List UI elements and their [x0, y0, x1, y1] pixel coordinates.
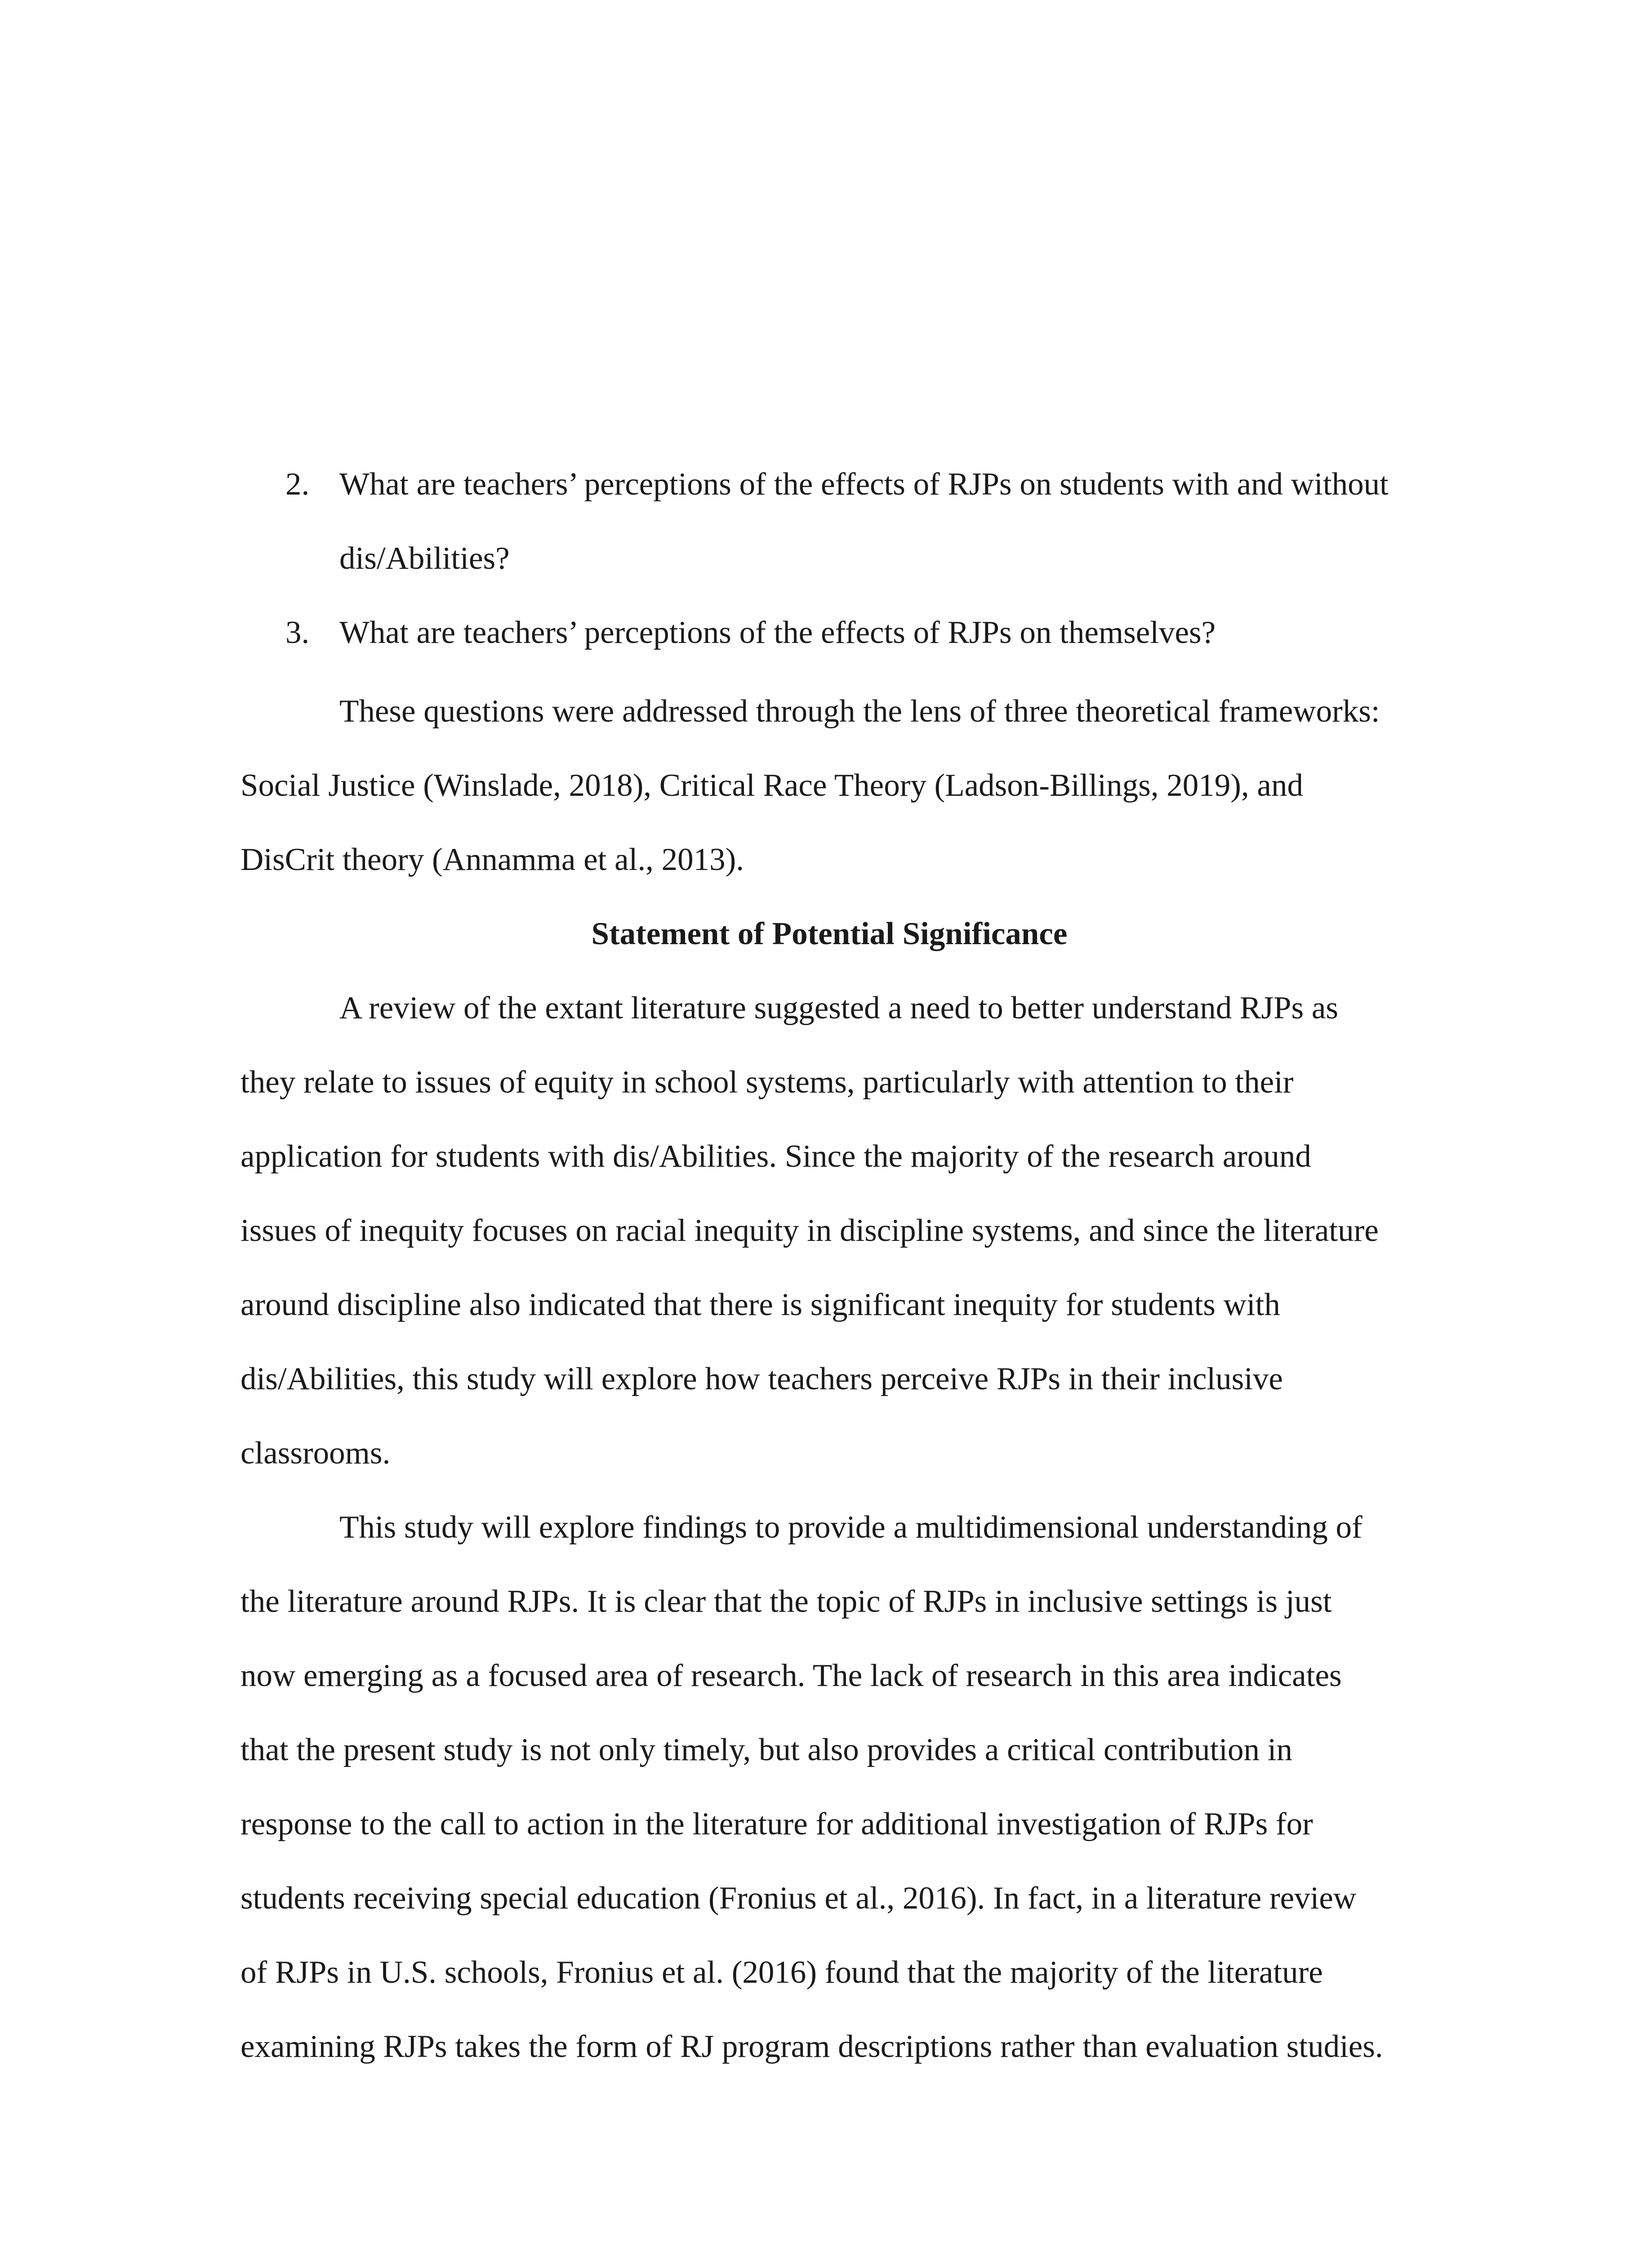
list-item	[240, 447, 1418, 596]
paragraph-line: the literature around RJPs. It is clear that the topic of RJPs in inclusive settings is just	[240, 1584, 1332, 1619]
list-number: 2.	[285, 467, 310, 502]
paragraph-line: around discipline also indicated that there is significant inequity for students with	[240, 1287, 1280, 1322]
research-questions-list	[240, 447, 1418, 670]
significance-paragraph-2	[240, 1490, 1418, 2084]
section-heading: Statement of Potential Significance	[591, 916, 1068, 951]
paragraph-line: dis/Abilities, this study will explore how teachers perceive RJPs in their inclusive	[240, 1361, 1283, 1396]
paragraph-line: of RJPs in U.S. schools, Fronius et al. (2016) found that the majority of the literature	[240, 1955, 1323, 1990]
paragraph-line: response to the call to action in the literature for additional investigation of RJPs for	[240, 1806, 1313, 1842]
paragraph-line: students receiving special education (Fronius et al., 2016). In fact, in a literature review	[240, 1881, 1357, 1916]
paragraph-line: These questions were addressed through the lens of three theoretical frameworks:	[339, 694, 1380, 729]
paragraph-line: application for students with dis/Abilities. Since the majority of the research around	[240, 1139, 1311, 1174]
paragraph-line: issues of inequity focuses on racial inequity in discipline systems, and since the literature	[240, 1213, 1379, 1248]
paragraph-line: that the present study is not only timely, but also provides a critical contribution in	[240, 1732, 1292, 1767]
framework-paragraph	[240, 674, 1418, 897]
paragraph-line: they relate to issues of equity in school systems, particularly with attention to their	[240, 1065, 1294, 1100]
paragraph-line: A review of the extant literature suggested a need to better understand RJPs as	[339, 990, 1339, 1026]
paragraph-line: DisCrit theory (Annamma et al., 2013).	[240, 842, 744, 877]
question-line: What are teachers’ perceptions of the effects of RJPs on themselves?	[339, 615, 1216, 650]
paragraph-line: examining RJPs takes the form of RJ program descriptions rather than evaluation studies.	[240, 2029, 1383, 2064]
paragraph-line: This study will explore findings to provide a multidimensional understanding of	[339, 1510, 1363, 1545]
question-line: What are teachers’ perceptions of the effects of RJPs on students with and without	[339, 467, 1389, 502]
paragraph-line: classrooms.	[240, 1436, 391, 1471]
significance-paragraph-1	[240, 971, 1418, 1490]
list-item	[240, 596, 1418, 670]
question-line: dis/Abilities?	[339, 541, 510, 576]
paragraph-line: Social Justice (Winslade, 2018), Critical Race Theory (Ladson-Billings, 2019), and	[240, 768, 1303, 803]
list-number: 3.	[285, 615, 310, 650]
paragraph-line: now emerging as a focused area of research. The lack of research in this area indicates	[240, 1658, 1342, 1693]
